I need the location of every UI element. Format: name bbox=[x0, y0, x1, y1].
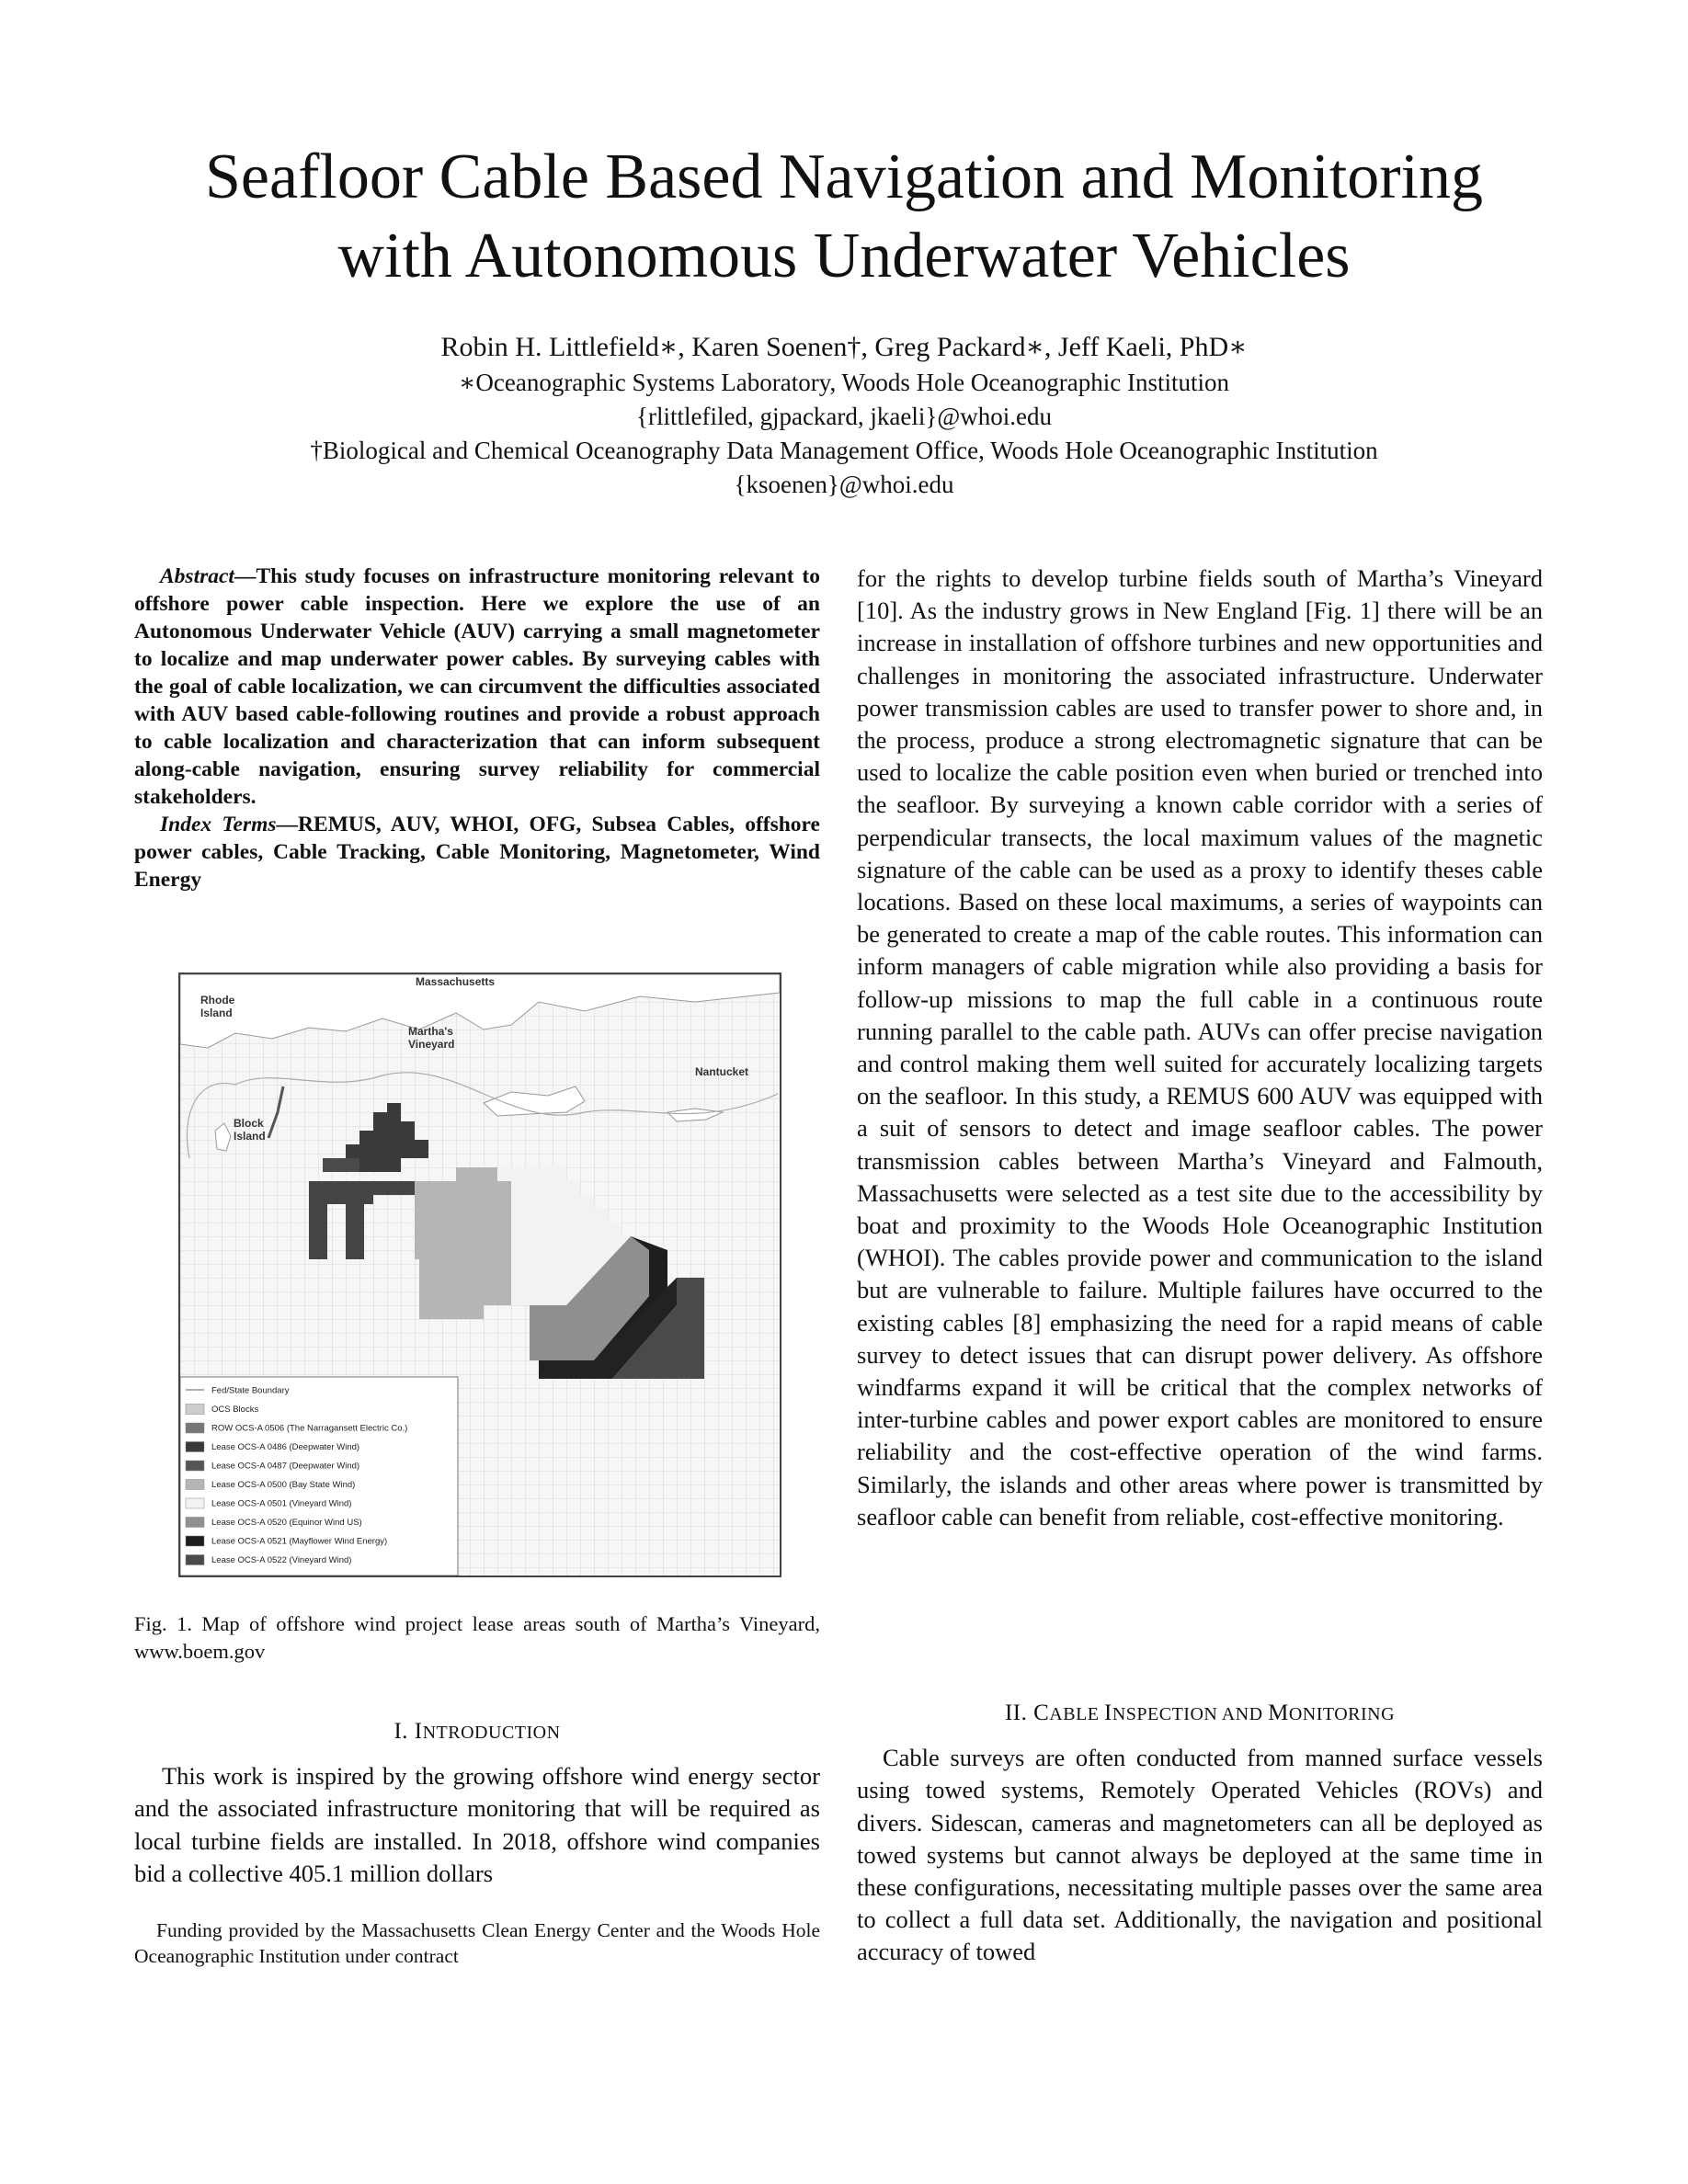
section-2-heading-i: I bbox=[1104, 1701, 1112, 1725]
legend-label: ROW OCS-A 0506 (The Narragansett Electric Co.) bbox=[211, 1423, 408, 1434]
affiliation-2: †Biological and Chemical Oceanography Data Management Office, Woods Hole Oceanographic Institution bbox=[310, 437, 1378, 464]
abstract-label: Abstract bbox=[160, 564, 234, 588]
lease-0500-light bbox=[415, 1167, 511, 1319]
funding-footnote: Funding provided by the Massachusetts Clean Energy Center and the Woods Hole Oceanographic Institution under contract bbox=[134, 1919, 820, 1967]
legend-swatch bbox=[186, 1423, 204, 1433]
label-marthas-2: Vineyard bbox=[408, 1038, 455, 1051]
legend-swatch bbox=[186, 1555, 204, 1565]
legend-label: OCS Blocks bbox=[211, 1405, 259, 1415]
left-column bbox=[134, 563, 820, 893]
legend-label: Lease OCS-A 0487 (Deepwater Wind) bbox=[211, 1461, 360, 1472]
intro-text: This work is inspired by the growing offshore wind energy sector and the associated infrastructure monitoring that will be required as local turbine fields are installed. In 2018, offshore wind companies bid a collective 405.1 million dollars bbox=[134, 1762, 820, 1887]
section-2-heading bbox=[857, 1697, 1543, 1731]
section-2-heading-c: C bbox=[1033, 1701, 1050, 1725]
legend-label: Lease OCS-A 0486 (Deepwater Wind) bbox=[211, 1442, 360, 1452]
legend-label: Lease OCS-A 0520 (Equinor Wind US) bbox=[211, 1518, 362, 1528]
lease-0487-area bbox=[323, 1158, 359, 1172]
title-line-1: Seafloor Cable Based Navigation and Monitoring bbox=[205, 142, 1483, 212]
email-1: {rlittlefiled, gjpackard, jkaeli}@whoi.edu bbox=[636, 403, 1052, 430]
legend-label: Fed/State Boundary bbox=[211, 1385, 290, 1396]
label-block-2: Island bbox=[234, 1130, 266, 1143]
section-2-heading-nspection: NSPECTION AND bbox=[1112, 1704, 1269, 1724]
paper-title bbox=[0, 138, 1688, 296]
label-block-1: Block bbox=[234, 1117, 264, 1130]
legend-label: Lease OCS-A 0501 (Vineyard Wind) bbox=[211, 1498, 352, 1509]
section-2 bbox=[857, 1697, 1543, 1969]
legend-swatch bbox=[186, 1405, 204, 1415]
section-2-heading-onitoring: ONITORING bbox=[1288, 1704, 1396, 1724]
legend-label: Lease OCS-A 0522 (Vineyard Wind) bbox=[211, 1555, 352, 1565]
abstract-text: —This study focuses on infrastructure monitoring relevant to offshore power cable inspection. Here we explore the use of an Autonomous Underwater Vehicle (AUV) carrying a small magnetometer to localize and map underwater power cables. By surveying cables with the goal of cable localization, we can circumvent the difficulties associated with AUV based cable-following routines and provide a robust approach to cable localization and characterization that can inform subsequent along-cable navigation, ensuring survey reliability for commercial stakeholders. bbox=[134, 564, 820, 809]
label-marthas-1: Martha's bbox=[408, 1025, 453, 1038]
right-column-text: for the rights to develop turbine fields south of Martha’s Vineyard [10]. As the industry grows in New England [Fig. 1] there will be an increase in installation of offshore turbines and new opportunities and challenges in monitoring the associated infrastructure. Underwater power transmission cables are used to transfer power to shore and, in the process, produce a strong electromagnetic signature that can be used to localize the cable position even when buried or trenched into the seafloor. By surveying a known cable corridor with a series of perpendicular transects, the local maximum values of the magnetic signature of the cable can be used as a proxy to identify theses cable locations. Based on these local maximums, a series of waypoints can be generated to create a map of the cable routes. This information can inform managers of cable migration while also providing a basis for follow-up missions to map the full cable in a continuous route running parallel to the cable path. AUVs can offer precise navigation and control making them well suited for accurately localizing targets on the seafloor. In this study, a REMUS 600 AUV was equipped with a suit of sensors to detect and image seafloor cables. The power transmission cables between Martha’s Vineyard and Falmouth, Massachusetts were selected as a test site due to the accessibility by boat and proximity to the Woods Hole Oceanographic Institution (WHOI). The cables provide power and communication to the island but are vulnerable to failure. Multiple failures have occurred to the existing cables [8] emphasizing the need for a rapid means of cable survey to detect issues that can disrupt power delivery. As offshore windfarms expand it will be critical that the complex networks of inter-turbine cables and power export cables are monitored to ensure reliability and the cost-effective operation of the wind farms. Similarly, the islands and other areas where power is transmitted by seafloor cable can benefit from reliable, cost-effective monitoring. bbox=[857, 564, 1543, 1530]
intro-heading-rest: NTRODUCTION bbox=[422, 1723, 561, 1743]
legend-swatch bbox=[186, 1498, 204, 1508]
right-column bbox=[857, 563, 1543, 1533]
section-2-heading-num: II. bbox=[1004, 1701, 1034, 1725]
figure-caption: Fig. 1. Map of offshore wind project lease areas south of Martha’s Vineyard, www.boem.gov bbox=[134, 1612, 820, 1663]
intro-heading-first: I bbox=[414, 1719, 423, 1744]
author-block bbox=[0, 329, 1688, 502]
section-2-text: Cable surveys are often conducted from manned surface vessels using towed systems, Remotely Operated Vehicles (ROVs) and divers. Sidescan, cameras and magnetometers can all be deployed as towed systems but cannot always be deployed at the same time in these configurations, necessitating multiple passes over the same area to collect a full data set. Additionally, the navigation and positional accuracy of towed bbox=[857, 1744, 1543, 1966]
legend-label: Lease OCS-A 0521 (Mayflower Wind Energy) bbox=[211, 1536, 388, 1547]
label-nantucket: Nantucket bbox=[695, 1065, 749, 1078]
affiliation-1: ∗Oceanographic Systems Laboratory, Woods Hole Oceanographic Institution bbox=[459, 369, 1229, 396]
section-2-heading-m: M bbox=[1268, 1701, 1289, 1725]
index-terms-label: Index Terms bbox=[160, 813, 277, 836]
legend-swatch bbox=[186, 1480, 204, 1490]
legend-swatch bbox=[186, 1536, 204, 1546]
section-2-heading-able: ABLE bbox=[1049, 1704, 1104, 1724]
intro-heading-num: I. bbox=[393, 1719, 415, 1744]
legend-swatch bbox=[186, 1518, 204, 1528]
index-terms-text: —REMUS, AUV, WHOI, OFG, Subsea Cables, offshore power cables, Cable Tracking, Cable Monitoring, Magnetometer, Wind Energy bbox=[134, 813, 820, 892]
index-terms bbox=[134, 811, 820, 893]
legend-label: Lease OCS-A 0500 (Bay State Wind) bbox=[211, 1480, 356, 1490]
figure-map bbox=[178, 973, 781, 1577]
email-2: {ksoenen}@whoi.edu bbox=[734, 471, 954, 498]
lease-area-map bbox=[180, 974, 780, 1575]
label-massachusetts: Massachusetts bbox=[416, 975, 496, 988]
legend-swatch bbox=[186, 1461, 204, 1471]
introduction-section bbox=[134, 1715, 820, 1890]
intro-heading bbox=[134, 1715, 820, 1749]
legend-swatch bbox=[186, 1442, 204, 1452]
label-rhode-island-2: Island bbox=[200, 1007, 233, 1019]
author-names: Robin H. Littlefield∗, Karen Soenen†, Greg Packard∗, Jeff Kaeli, PhD∗ bbox=[440, 332, 1248, 362]
title-line-2: with Autonomous Underwater Vehicles bbox=[337, 221, 1351, 291]
abstract bbox=[134, 563, 820, 811]
label-rhode-island-1: Rhode bbox=[200, 994, 235, 1007]
